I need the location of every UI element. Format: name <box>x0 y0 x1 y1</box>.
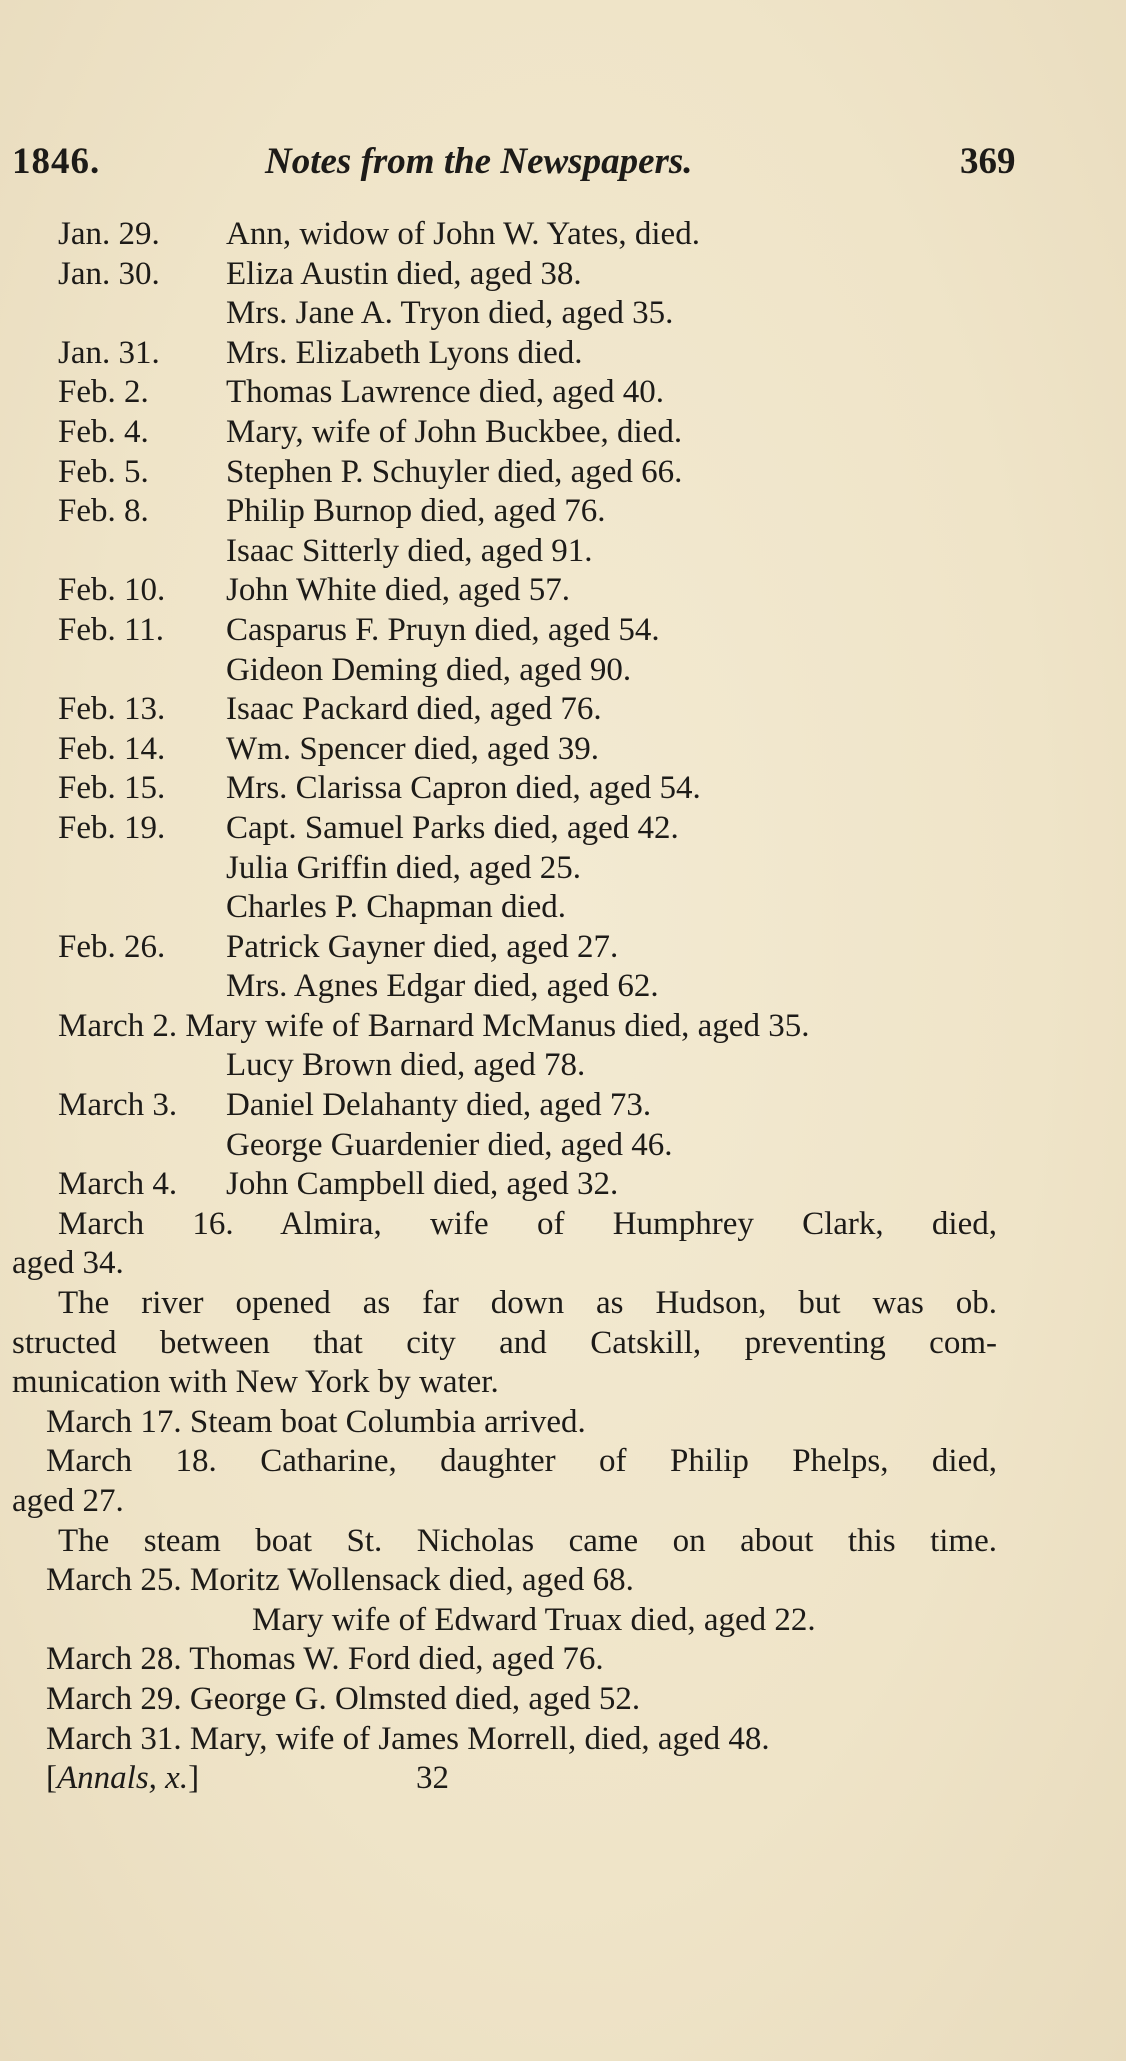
entry-text: Daniel Delahanty died, aged 73. <box>226 1087 652 1124</box>
entry-line <box>0 492 1126 532</box>
entry-text: aged 34. <box>12 1245 124 1282</box>
entry-text: Isaac Packard died, aged 76. <box>226 691 602 728</box>
entry-line <box>0 769 1126 809</box>
entry-line <box>0 532 1126 572</box>
entry-date: Jan. 31. <box>58 334 160 371</box>
entry-line <box>0 255 1126 295</box>
entry-line <box>0 1442 1126 1482</box>
entry-text: Eliza Austin died, aged 38. <box>226 255 582 292</box>
entry-text: George Guardenier died, aged 46. <box>226 1126 673 1163</box>
entry-line <box>0 1126 1126 1166</box>
entry-line <box>0 1720 1126 1760</box>
footer-line <box>0 1759 1126 1799</box>
entry-text: Julia Griffin died, aged 25. <box>226 849 581 886</box>
entry-text: Mary, wife of John Buckbee, died. <box>226 413 683 450</box>
signature-mark: 32 <box>416 1760 449 1797</box>
entry-text: March 31. Mary, wife of James Morrell, died, aged 48. <box>46 1720 770 1757</box>
entry-text: March 18. Catharine, daughter of Philip Phelps, died, <box>46 1443 997 1480</box>
entry-line <box>0 967 1126 1007</box>
entry-line <box>0 651 1126 691</box>
entry-line <box>0 888 1126 928</box>
paragraph-text: The steam boat St. Nicholas came on about this time. <box>58 1522 997 1559</box>
entry-date: Feb. 15. <box>58 770 166 807</box>
entry-date: Feb. 5. <box>58 453 149 490</box>
annals-label: Annals, x. <box>57 1760 189 1797</box>
entry-text: Patrick Gayner died, aged 27. <box>226 928 619 965</box>
paragraph-line <box>0 1363 1126 1403</box>
footer-annals: [Annals, x.] <box>46 1760 200 1797</box>
entry-line <box>0 373 1126 413</box>
entry-text: March 16. Almira, wife of Humphrey Clark, died, <box>58 1205 997 1242</box>
entry-text: John White died, aged 57. <box>226 572 570 609</box>
entry-text: March 2. Mary wife of Barnard McManus died, aged 35. <box>58 1007 810 1044</box>
entry-line <box>0 809 1126 849</box>
entry-text: Wm. Spencer died, aged 39. <box>226 730 599 767</box>
entry-text: Lucy Brown died, aged 78. <box>226 1047 586 1084</box>
entry-line <box>0 1046 1126 1086</box>
entry-line <box>0 849 1126 889</box>
page-body <box>0 215 1126 1799</box>
paragraph-line <box>0 1324 1126 1364</box>
header-title: Notes from the Newspapers. <box>265 141 693 182</box>
entry-date: Jan. 29. <box>58 216 160 252</box>
paragraph-line <box>0 1522 1126 1562</box>
entry-line <box>0 215 1126 255</box>
entry-line <box>0 1007 1126 1047</box>
entry-text: John Campbell died, aged 32. <box>226 1166 619 1203</box>
paragraph-text: structed between that city and Catskill, preventing com- <box>12 1324 997 1361</box>
entry-text: Mrs. Clarissa Capron died, aged 54. <box>226 770 701 807</box>
entry-line <box>0 1086 1126 1126</box>
paragraph-text: The river opened as far down as Hudson, but was ob. <box>58 1285 997 1322</box>
entry-text: Mary wife of Edward Truax died, aged 22. <box>252 1601 816 1638</box>
entry-line <box>0 1482 1126 1522</box>
entry-text: March 28. Thomas W. Ford died, aged 76. <box>46 1641 604 1678</box>
entry-text: Gideon Deming died, aged 90. <box>226 651 632 688</box>
entry-text: Mrs. Elizabeth Lyons died. <box>226 334 583 371</box>
entry-line <box>0 1561 1126 1601</box>
entry-text: Isaac Sitterly died, aged 91. <box>226 532 593 569</box>
entry-date: Feb. 11. <box>58 611 165 648</box>
entry-line <box>0 611 1126 651</box>
entry-text: Charles P. Chapman died. <box>226 889 567 926</box>
entry-text: Stephen P. Schuyler died, aged 66. <box>226 453 683 490</box>
entry-text: aged 27. <box>12 1483 124 1519</box>
entry-text: Mrs. Jane A. Tryon died, aged 35. <box>226 295 674 332</box>
entry-date: Jan. 30. <box>58 255 160 292</box>
entry-date: March 3. <box>58 1087 178 1124</box>
entry-line <box>0 1640 1126 1680</box>
entry-date: Feb. 10. <box>58 572 166 609</box>
entry-text: Mrs. Agnes Edgar died, aged 62. <box>226 968 659 1005</box>
entry-date: Feb. 8. <box>58 493 149 530</box>
page-number: 369 <box>960 141 1016 182</box>
entry-line <box>0 453 1126 493</box>
entry-date: Feb. 4. <box>58 413 149 450</box>
paragraph-text: munication with New York by water. <box>12 1364 499 1401</box>
header-year: 1846. <box>12 141 101 182</box>
entry-line <box>0 413 1126 453</box>
entry-line <box>0 1680 1126 1720</box>
entry-line <box>0 1165 1126 1205</box>
entry-line <box>0 334 1126 374</box>
entry-text: March 25. Moritz Wollensack died, aged 68. <box>46 1562 634 1599</box>
entry-line <box>0 1244 1126 1284</box>
entry-date: Feb. 26. <box>58 928 166 965</box>
running-header <box>0 140 1126 190</box>
entry-text: Casparus F. Pruyn died, aged 54. <box>226 611 660 648</box>
entry-date: Feb. 13. <box>58 691 166 728</box>
entry-line <box>0 1601 1126 1641</box>
entry-line <box>0 690 1126 730</box>
entry-line <box>0 294 1126 334</box>
entry-text: Capt. Samuel Parks died, aged 42. <box>226 809 679 846</box>
entry-line <box>0 928 1126 968</box>
entry-text: Philip Burnop died, aged 76. <box>226 493 606 530</box>
entry-line <box>0 1403 1126 1443</box>
entry-date: Feb. 2. <box>58 374 149 411</box>
entry-text: March 17. Steam boat Columbia arrived. <box>46 1403 586 1440</box>
entry-date: Feb. 14. <box>58 730 166 767</box>
entry-line <box>0 730 1126 770</box>
entry-line <box>0 571 1126 611</box>
entry-date: Feb. 19. <box>58 809 166 846</box>
entry-date: March 4. <box>58 1166 178 1203</box>
entry-text: March 29. George G. Olmsted died, aged 52. <box>46 1680 641 1717</box>
entry-line <box>0 1205 1126 1245</box>
paragraph-line <box>0 1284 1126 1324</box>
entry-text: Thomas Lawrence died, aged 40. <box>226 374 664 411</box>
entry-text: Ann, widow of John W. Yates, died. <box>226 216 700 252</box>
